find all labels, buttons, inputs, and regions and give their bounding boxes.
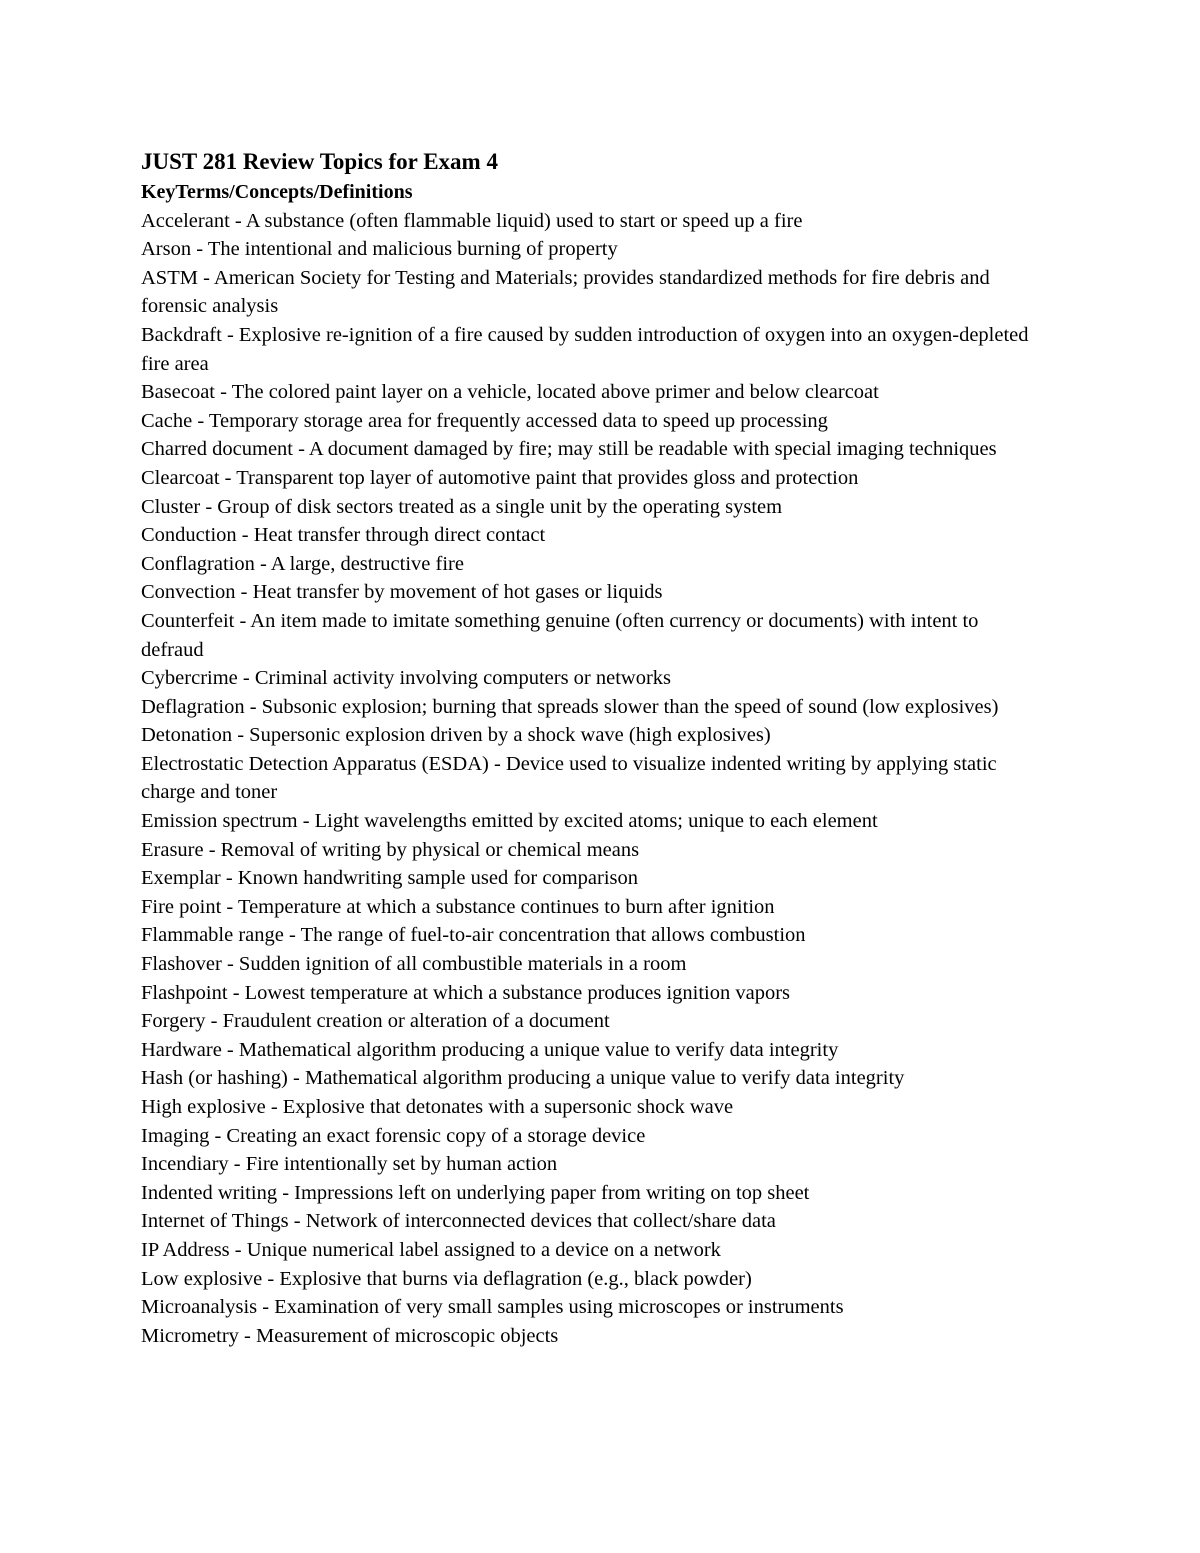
term-definition: Cluster - Group of disk sectors treated as a single unit by the operating system [141, 495, 783, 518]
term-definition: Cache - Temporary storage area for frequently accessed data to speed up processing [141, 409, 828, 432]
term-definition: Hash (or hashing) - Mathematical algorithm producing a unique value to verify data integrity [141, 1067, 905, 1090]
term-definition: Microanalysis - Examination of very small samples using microscopes or instruments [141, 1296, 844, 1319]
document-body [141, 146, 1031, 1350]
term-definition: Fire point - Temperature at which a substance continues to burn after ignition [141, 895, 775, 918]
term-definition: Detonation - Supersonic explosion driven by a shock wave (high explosives) [141, 724, 771, 747]
term-definition: Conduction - Heat transfer through direct contact [141, 524, 546, 547]
term-definition: Imaging - Creating an exact forensic copy of a storage device [141, 1124, 646, 1147]
term-definition: Convection - Heat transfer by movement of hot gases or liquids [141, 581, 663, 604]
term-definition: Cybercrime - Criminal activity involving computers or networks [141, 667, 672, 690]
term-definition: Indented writing - Impressions left on underlying paper from writing on top sheet [141, 1181, 810, 1204]
term-definition: Counterfeit - An item made to imitate something genuine (often currency or documents) with intent to defraud [141, 609, 979, 661]
term-definition: Electrostatic Detection Apparatus (ESDA) - Device used to visualize indented writing by applying static charge and toner [141, 752, 997, 804]
document-title: JUST 281 Review Topics for Exam 4 [141, 149, 498, 174]
term-definition: Accelerant - A substance (often flammable liquid) used to start or speed up a fire [141, 209, 803, 232]
term-definition: Arson - The intentional and malicious burning of property [141, 238, 618, 261]
term-definition: High explosive - Explosive that detonates with a supersonic shock wave [141, 1096, 734, 1118]
term-list [141, 207, 1031, 1351]
section-heading: KeyTerms/Concepts/Definitions [141, 181, 413, 203]
term-definition: Erasure - Removal of writing by physical or chemical means [141, 838, 640, 861]
term-definition: Charred document - A document damaged by fire; may still be readable with special imaging techniques [141, 438, 997, 461]
term-definition: Internet of Things - Network of interconnected devices that collect/share data [141, 1210, 776, 1233]
term-definition: Forgery - Fraudulent creation or alteration of a document [141, 1010, 610, 1033]
term-definition: Hardware - Mathematical algorithm producing a unique value to verify data integrity [141, 1038, 839, 1061]
term-definition: Flammable range - The range of fuel-to-air concentration that allows combustion [141, 924, 806, 947]
term-definition: Flashpoint - Lowest temperature at which a substance produces ignition vapors [141, 981, 791, 1004]
term-definition: Flashover - Sudden ignition of all combustible materials in a room [141, 953, 687, 976]
term-definition: Deflagration - Subsonic explosion; burning that spreads slower than the speed of sound (low explosives) [141, 695, 999, 718]
term-definition: IP Address - Unique numerical label assigned to a device on a network [141, 1238, 721, 1261]
term-definition: Low explosive - Explosive that burns via deflagration (e.g., black powder) [141, 1267, 752, 1290]
term-definition: Conflagration - A large, destructive fire [141, 552, 464, 575]
term-definition: Incendiary - Fire intentionally set by human action [141, 1153, 558, 1176]
term-definition: ASTM - American Society for Testing and Materials; provides standardized methods for fire debris and forensic analysis [141, 266, 990, 318]
term-definition: Clearcoat - Transparent top layer of automotive paint that provides gloss and protection [141, 466, 859, 489]
term-definition: Exemplar - Known handwriting sample used for comparison [141, 867, 639, 890]
term-definition: Basecoat - The colored paint layer on a vehicle, located above primer and below clearcoat [141, 381, 879, 404]
term-definition: Emission spectrum - Light wavelengths emitted by excited atoms; unique to each element [141, 810, 878, 833]
term-definition: Micrometry - Measurement of microscopic objects [141, 1324, 559, 1347]
term-definition: Backdraft - Explosive re-ignition of a fire caused by sudden introduction of oxygen into an oxygen-depleted fire area [141, 323, 1029, 375]
